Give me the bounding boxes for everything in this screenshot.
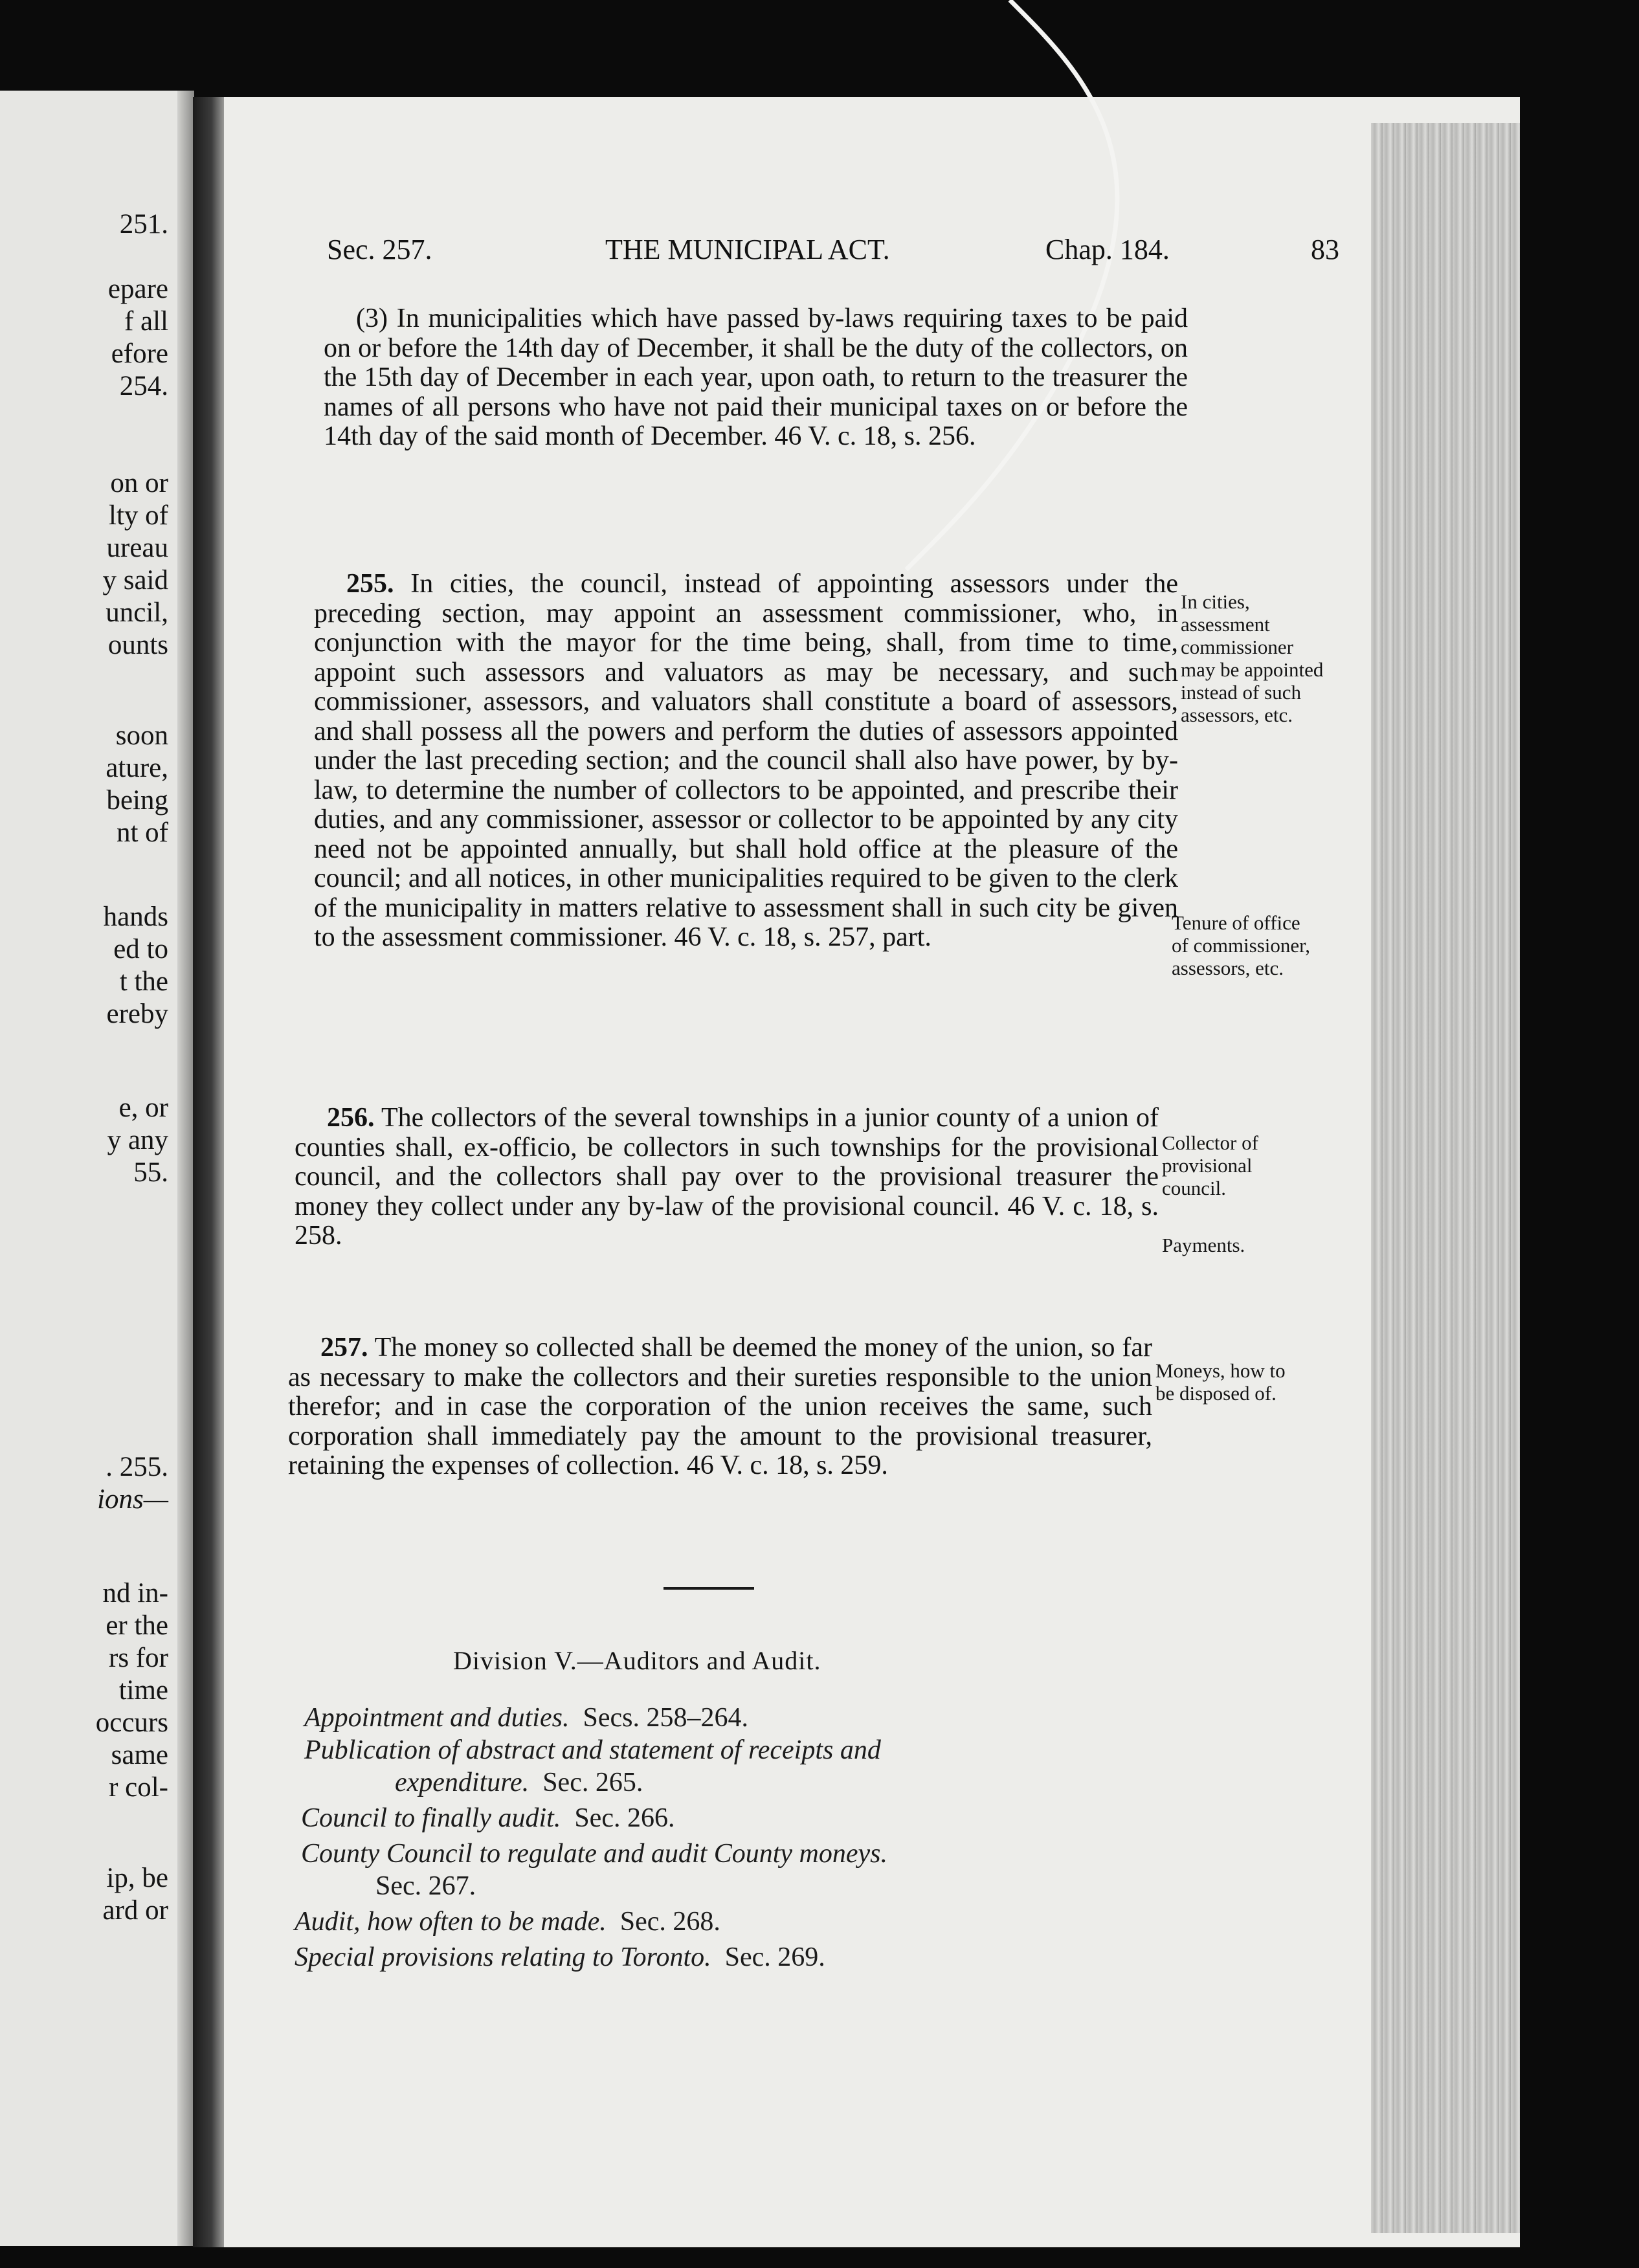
- left-page-text-fragment: rs for: [109, 1643, 168, 1673]
- left-page-text-fragment: 254.: [119, 371, 168, 401]
- paragraph-section-255: [314, 570, 1178, 953]
- left-page-text-fragment: e, or: [118, 1093, 168, 1123]
- paragraph-section-256: [295, 1104, 1159, 1251]
- paragraph-subsection-3: [324, 304, 1188, 452]
- contents-line: County Council to regulate and audit County moneys.: [301, 1839, 888, 1869]
- paragraph-text: (3) In municipalities which have passed by-laws requiring taxes to be paid on or before the 14th day of December, it shall be the duty of the collectors, on the 15th day of December in each year, upon oath, to return to the treasurer the names of all persons who have not paid their municipal taxes on or before the 14th day of the said month of December. 46 V. c. 18, s. 256.: [324, 304, 1188, 451]
- header-section: Sec. 257.: [327, 234, 432, 265]
- page-edges: [1371, 123, 1520, 2233]
- contents-line: Special provisions relating to Toronto. Sec. 269.: [295, 1942, 825, 1972]
- left-page-text-fragment: 251.: [119, 209, 168, 239]
- contents-line: Audit, how often to be made. Sec. 268.: [295, 1907, 720, 1937]
- left-page-text-fragment: ions—: [97, 1484, 168, 1515]
- left-page-text-fragment: ature,: [106, 753, 168, 783]
- paragraph-text: The money so collected shall be deemed the money of the union, so far as necessary to make the collectors and their sureties responsible to the union therefor; and in case the corporation of the union receives the same, such corporation shall immediately pay the amount to the provisional treasurer, retaining the expenses of collection. 46 V. c. 18, s. 259.: [288, 1333, 1152, 1480]
- section-number: 257.: [320, 1333, 368, 1362]
- margin-note-collector: Collector of provisional council.: [1162, 1131, 1258, 1199]
- division-heading: Division V.—Auditors and Audit.: [453, 1646, 821, 1675]
- left-page-text-fragment: ounts: [107, 630, 168, 660]
- left-page-text-fragment: r col-: [109, 1772, 168, 1803]
- contents-line: Appointment and duties. Secs. 258–264.: [304, 1703, 748, 1733]
- left-page-text-fragment: ard or: [102, 1895, 168, 1926]
- left-page-text-fragment: 55.: [133, 1157, 168, 1188]
- left-page-text-fragment: epare: [107, 274, 168, 304]
- left-page-text-fragment: y any: [107, 1125, 168, 1155]
- book-spine: [193, 97, 224, 2247]
- left-page-text-fragment: nt of: [116, 817, 168, 848]
- left-page-text-fragment: efore: [111, 339, 168, 369]
- left-page-text-fragment: nd in-: [102, 1578, 168, 1608]
- left-page-text-fragment: f all: [124, 306, 168, 337]
- left-page-text-fragment: being: [106, 785, 168, 816]
- section-number: 255.: [346, 569, 394, 599]
- left-page-text-fragment: uncil,: [106, 597, 168, 628]
- section-number: 256.: [327, 1103, 375, 1133]
- left-page-text-fragment: ip, be: [106, 1863, 168, 1893]
- left-page-text-fragment: er the: [106, 1610, 168, 1641]
- left-page-text-fragment: hands: [103, 902, 168, 932]
- left-page-text-fragment: ereby: [106, 999, 168, 1029]
- margin-note-payments: Payments.: [1162, 1234, 1245, 1256]
- left-page-text-fragment: t the: [119, 966, 168, 997]
- left-page-text-fragment: y said: [102, 565, 168, 595]
- left-facing-page: [0, 91, 194, 2246]
- header-chapter: Chap. 184.: [1045, 234, 1170, 265]
- page-number: 83: [1311, 234, 1339, 265]
- margin-note-tenure: Tenure of office of commissioner, assessors, etc.: [1172, 911, 1311, 979]
- left-page-text-fragment: same: [111, 1740, 168, 1770]
- contents-line: Sec. 267.: [375, 1871, 476, 1901]
- left-page-text-fragment: ureau: [106, 533, 168, 563]
- margin-note-moneys: Moneys, how to be disposed of.: [1155, 1359, 1286, 1405]
- running-header: [327, 233, 1350, 272]
- paragraph-section-257: [288, 1333, 1152, 1481]
- paragraph-text: The collectors of the several townships in a junior county of a union of counties shall, ex-officio, be collectors in such townships for the provisional council, and the collectors shall pay over to the provisional treasurer the money they collect under any by-law of the provisional council. 46 V. c. 18, s. 258.: [295, 1103, 1159, 1251]
- left-page-text-fragment: occurs: [95, 1707, 168, 1738]
- left-page-text-fragment: lty of: [109, 500, 168, 531]
- left-page-text-fragment: ed to: [113, 934, 168, 964]
- left-page-text-fragment: time: [118, 1675, 168, 1706]
- left-page-text-fragment: . 255.: [106, 1452, 168, 1482]
- margin-note-assessment-commissioner: In cities, assessment commissioner may be appointed instead of such assessors, etc.: [1181, 590, 1324, 726]
- contents-line: expenditure. Sec. 265.: [395, 1768, 643, 1797]
- left-page-text-fragment: soon: [115, 720, 168, 751]
- section-divider-rule: [663, 1587, 754, 1590]
- paragraph-text: In cities, the council, instead of appointing assessors under the preceding section, may appoint an assessment commissioner, who, in conjunction with the mayor for the time being, shall, from time to time, appoint such assessors and valuators as may be necessary, and such commissioner, assessors, and valuators shall constitute a board of assessors, and shall possess all the powers and perform the duties of assessors appointed under the last preceding section; and the council shall also have power, by by-law, to determine the number of collectors to be appointed, and prescribe their duties, and any commissioner, assessor or collector to be appointed by any city need not be appointed annually, but shall hold office at the pleasure of the council; and all notices, in other municipalities required to be given to the clerk of the municipality in matters relative to assessment shall in such city be given to the assessment commissioner. 46 V. c. 18, s. 257, part.: [314, 569, 1179, 952]
- header-title: THE MUNICIPAL ACT.: [605, 234, 890, 265]
- contents-line: Council to finally audit. Sec. 266.: [301, 1803, 675, 1833]
- left-page-text-fragment: on or: [110, 468, 168, 498]
- left-page-gutter: [177, 91, 194, 2246]
- contents-line: Publication of abstract and statement of receipts and: [304, 1735, 881, 1765]
